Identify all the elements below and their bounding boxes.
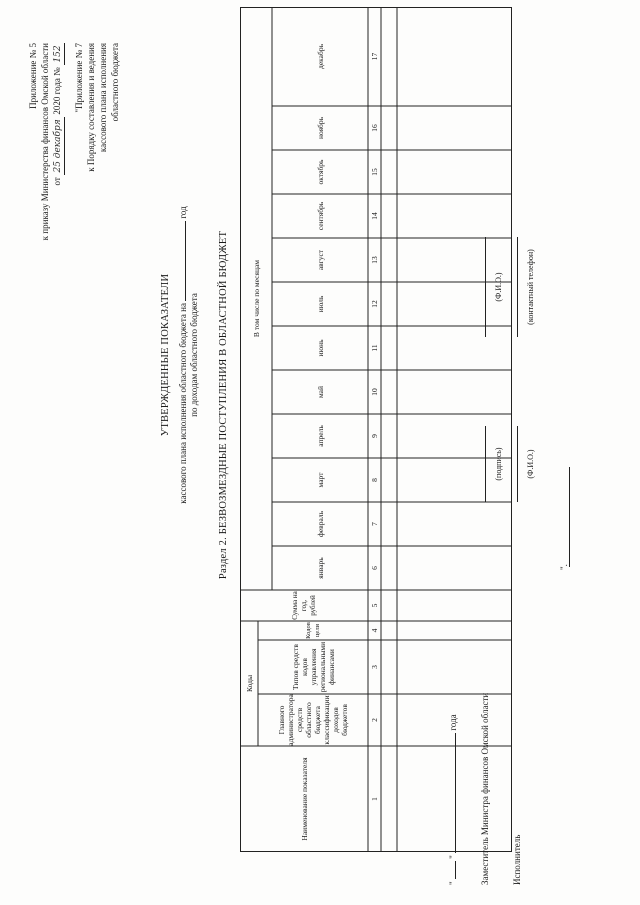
month-november: ноябрь — [315, 116, 325, 140]
header-fund-type-code: Типов средств кодов управления региональными финансами — [290, 641, 336, 693]
order-line: к приказу Министерства финансов Омской области — [40, 43, 50, 241]
executor-fio-caption: (Ф.И.О.) — [526, 449, 535, 479]
month-january: январь — [315, 557, 325, 579]
procedure-line-3: областного бюджета — [110, 43, 120, 122]
column-number: 4 — [370, 628, 379, 633]
order-year: 2020 года № — [52, 67, 62, 115]
header-annual-sum: Сумма на год, рублей — [290, 591, 317, 620]
fio-line — [485, 237, 486, 337]
title-subline-prefix: кассового плана исполнения областного бюджета на — [178, 303, 188, 504]
month-october: октябрь — [315, 159, 325, 185]
date-open-quote: " — [448, 881, 458, 885]
header-indicator-name: Наименование показателя — [299, 757, 309, 841]
month-august: август — [315, 249, 325, 271]
executor-fio-line — [517, 426, 518, 502]
phone-line — [517, 237, 518, 337]
closing-quote: ". — [559, 564, 569, 570]
column-number: 9 — [370, 434, 379, 438]
column-number: 7 — [370, 522, 379, 526]
order-number-handwritten: 152 — [53, 43, 65, 65]
signature-caption: (подпись) — [494, 447, 503, 481]
fio-caption: (Ф.И.О.) — [494, 272, 503, 302]
column-number: 6 — [370, 566, 379, 570]
month-july: июль — [315, 295, 325, 313]
month-june: июнь — [315, 339, 325, 357]
date-close-quote: " — [448, 855, 458, 859]
date-year-word: года — [448, 714, 458, 731]
title-subline-2: по доходам областного бюджета — [189, 293, 199, 417]
column-number: 3 — [370, 665, 379, 669]
indicators-table — [240, 7, 512, 852]
column-number: 15 — [370, 168, 379, 176]
title-subline — [176, 105, 189, 605]
column-number: 1 — [370, 797, 379, 801]
procedure-line-1: к Порядку составления и ведения — [86, 43, 96, 172]
document-title: УТВЕРЖДЕННЫЕ ПОКАЗАТЕЛИ — [160, 273, 171, 437]
appendix-7-label: "Приложение № 7 — [74, 43, 84, 113]
month-march: март — [315, 472, 325, 488]
month-april: апрель — [315, 425, 325, 447]
closing-underline — [569, 467, 570, 567]
year-blank — [176, 221, 186, 301]
month-year-blank — [447, 733, 456, 853]
header-codes: Коды — [244, 674, 254, 693]
month-september: сентябрь — [315, 201, 325, 231]
procedure-line-2: кассового плана исполнения — [98, 43, 108, 153]
date-prefix: от — [52, 177, 62, 186]
month-may: май — [315, 385, 325, 399]
column-number: 10 — [370, 388, 379, 396]
column-number: 5 — [370, 603, 379, 608]
order-date-handwritten: 25 декабря — [53, 117, 65, 175]
footer-date-line — [447, 714, 459, 885]
column-number: 13 — [370, 256, 379, 264]
day-blank — [447, 861, 456, 879]
column-number: 8 — [370, 478, 379, 482]
header-admin-code: Главного администратора средств областного бюджета классификации доходов бюджетов — [277, 694, 349, 746]
executor-label: Исполнитель — [512, 834, 522, 885]
signature-line — [485, 426, 486, 502]
column-number: 2 — [370, 718, 379, 722]
appendix-5-label: Приложение № 5 — [28, 43, 38, 109]
title-subline-suffix: год — [178, 206, 188, 219]
header-by-month: В том числе по месяцам — [251, 259, 261, 338]
column-number: 14 — [370, 212, 379, 220]
column-number: 16 — [370, 124, 379, 132]
month-december: декабрь — [315, 44, 325, 69]
column-number: 11 — [370, 344, 379, 352]
month-february: февраль — [315, 510, 325, 538]
column-number: 17 — [370, 52, 379, 61]
deputy-minister-label: Заместитель Министра финансов Омской области — [480, 692, 490, 885]
order-date-line — [52, 43, 65, 185]
header-purpose-code: Кодов цели — [305, 622, 321, 639]
section-title: Раздел 2. БЕЗВОЗМЕЗДНЫЕ ПОСТУПЛЕНИЯ В ОБЛАСТНОЙ БЮДЖЕТ — [218, 230, 229, 580]
column-number: 12 — [370, 300, 379, 308]
phone-caption: (контактный телефон) — [526, 249, 535, 325]
